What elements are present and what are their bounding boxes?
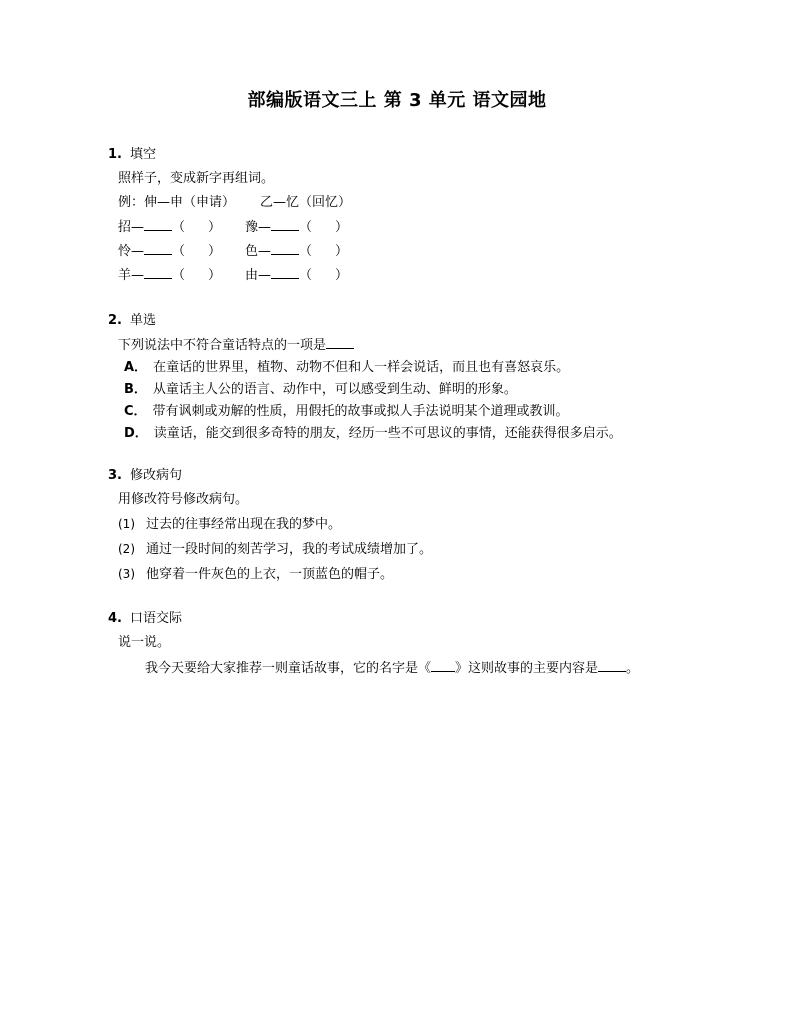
- q1-label: 填空: [129, 147, 156, 162]
- page-title: 部编版语文三上 第 3 单元 语文园地: [247, 90, 547, 111]
- q1-row-3-right: 由— （ ）: [245, 268, 349, 283]
- q2-option-d[interactable]: D． 读童话，能交到很多奇特的朋友，经历一些不可思议的事情，还能获得很多启示。: [124, 426, 622, 441]
- answer-blank[interactable]: [144, 218, 172, 231]
- q2-option-a[interactable]: A． 在童话的世界里，植物、动物不但和人一样会说话，而且也有喜怒哀乐。: [124, 360, 570, 375]
- q2-heading: [108, 312, 156, 330]
- q3-heading: [108, 467, 182, 485]
- answer-blank[interactable]: [271, 266, 299, 279]
- q2-number: 2.: [108, 313, 122, 328]
- q4-story-prompt: 我今天要给大家推荐一则童话故事，它的名字是《 》这则故事的主要内容是 。: [145, 661, 640, 676]
- q3-label: 修改病句: [129, 468, 182, 483]
- story-content-blank[interactable]: [598, 659, 626, 672]
- q1-row-2-right: 色— （ ）: [245, 244, 349, 259]
- q1-row-1-right: 豫— （ ）: [245, 220, 349, 235]
- answer-blank[interactable]: [144, 242, 172, 255]
- q1-example-right: 乙—忆（回忆）: [260, 195, 352, 210]
- q4-heading: [108, 610, 182, 628]
- q1-example-left: 例：伸—申（申请）: [118, 195, 236, 210]
- answer-blank[interactable]: [271, 218, 299, 231]
- q2-stem: 下列说法中不符合童话特点的一项是: [118, 336, 354, 355]
- q3-instruction: 用修改符号修改病句。: [118, 492, 249, 507]
- answer-blank[interactable]: [326, 336, 354, 349]
- q1-row-3-left: 羊— （ ）: [118, 268, 222, 283]
- answer-blank[interactable]: [271, 242, 299, 255]
- q3-item-1: (1) 过去的往事经常出现在我的梦中。: [118, 517, 342, 532]
- q1-row-1-left: 招— （ ）: [118, 220, 222, 235]
- story-title-blank[interactable]: [431, 659, 455, 672]
- q1-instruction: 照样子，变成新字再组词。: [118, 171, 275, 186]
- q2-option-c[interactable]: C． 带有讽刺或劝解的性质，用假托的故事或拟人手法说明某个道理或教训。: [124, 404, 569, 419]
- q1-row-2-left: 怜— （ ）: [118, 244, 222, 259]
- q4-instruction: 说一说。: [118, 635, 171, 650]
- q2-label: 单选: [129, 313, 156, 328]
- q2-option-b[interactable]: B． 从童话主人公的语言、动作中，可以感受到生动、鲜明的形象。: [124, 382, 517, 397]
- answer-blank[interactable]: [144, 266, 172, 279]
- q4-number: 4.: [108, 611, 122, 626]
- q4-label: 口语交际: [129, 611, 182, 626]
- q3-number: 3.: [108, 468, 122, 483]
- q3-item-3: (3) 他穿着一件灰色的上衣，一顶蓝色的帽子。: [118, 567, 394, 582]
- q1-heading: [108, 146, 156, 164]
- q1-number: 1.: [108, 147, 122, 162]
- q3-item-2: (2) 通过一段时间的刻苦学习，我的考试成绩增加了。: [118, 542, 433, 557]
